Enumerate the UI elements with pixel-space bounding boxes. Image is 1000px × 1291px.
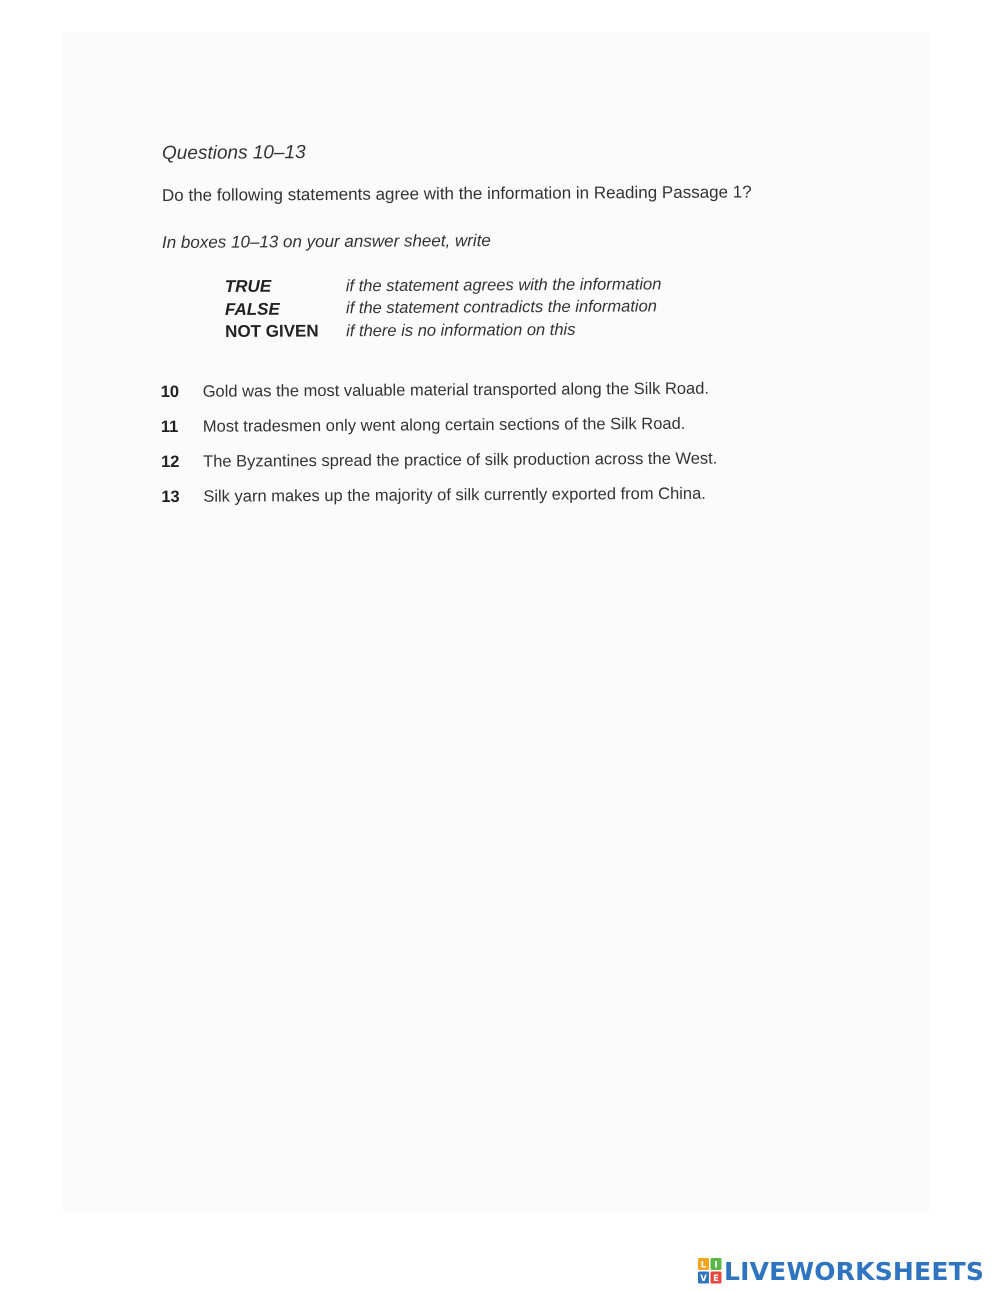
key-term: NOT GIVEN: [225, 321, 319, 342]
logo-letter: E: [713, 1274, 719, 1284]
key-row-not-given: [225, 318, 662, 343]
question-item: [161, 372, 717, 410]
question-number: 13: [161, 487, 180, 506]
logo-letter: I: [714, 1260, 718, 1271]
key-term: TRUE: [224, 276, 272, 297]
question-item: [161, 442, 717, 480]
question-text: Most tradesmen only went along certain sections of the Silk Road.: [202, 414, 686, 436]
liveworksheets-brand[interactable]: [698, 1255, 984, 1287]
key-definition: if there is no information on this: [346, 320, 576, 341]
worksheet-page: [62, 32, 930, 1212]
question-item: [161, 477, 717, 515]
question-list: [161, 372, 718, 515]
logo-letter: L: [700, 1260, 707, 1271]
key-definition: if the statement contradicts the information: [345, 297, 657, 318]
key-definition: if the statement agrees with the information: [345, 275, 662, 296]
answer-sheet-instruction: In boxes 10–13 on your answer sheet, write: [161, 230, 491, 252]
key-term: FALSE: [224, 299, 280, 319]
question-text: Silk yarn makes up the majority of silk currently exported from China.: [203, 484, 706, 506]
question-item: [161, 407, 717, 445]
questions-heading: Questions 10–13: [161, 142, 306, 164]
logo-letter: V: [700, 1274, 707, 1284]
liveworksheets-logo-icon: [698, 1258, 722, 1284]
question-text: The Byzantines spread the practice of silk production across the West.: [203, 449, 718, 471]
question-number: 12: [161, 452, 180, 471]
question-text: Gold was the most valuable material transported along the Silk Road.: [202, 379, 710, 401]
instruction-text: Do the following statements agree with the information in Reading Passage 1?: [161, 182, 752, 205]
key-row-true: [225, 273, 662, 298]
answer-key-table: [225, 273, 662, 343]
question-number: 10: [160, 382, 180, 402]
question-number: 11: [160, 417, 179, 437]
key-row-false: [225, 296, 662, 321]
brand-name: LIVEWORKSHEETS: [724, 1256, 985, 1286]
